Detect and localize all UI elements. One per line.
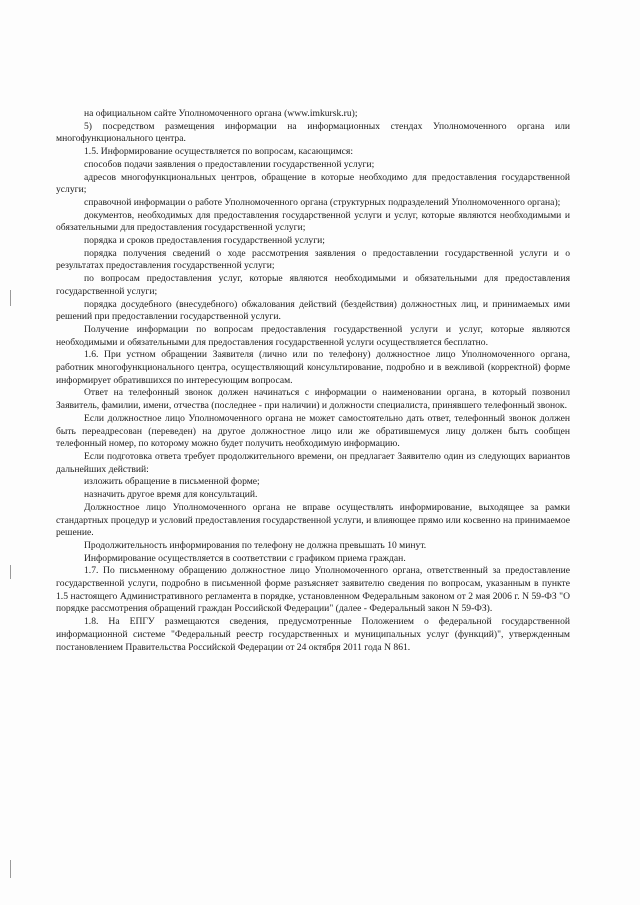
paragraph: на официальном сайте Уполномоченного органа (www.imkursk.ru); — [84, 108, 358, 119]
paragraph: 5) посредством размещения информации на информационных стендах Уполномоченного органа или многофункционального центра. — [56, 120, 570, 145]
paragraph: Если подготовка ответа требует продолжительного времени, он предлагает Заявителю один из следующих вариантов дальнейших действий: — [56, 450, 570, 475]
list-item: назначить другое время для консультаций. — [84, 489, 258, 501]
list-item: порядка и сроков предоставления государственной услуги; — [84, 235, 325, 247]
list-item: способов подачи заявления о предоставлении государственной услуги; — [84, 158, 375, 170]
paragraph: 1.8. На ЕПГУ размещаются сведения, предусмотренные Положением о федеральной государственной информационной системе "Федеральный реестр государственных и муниципальных услуг (функций)", утвержденным постановлением Правительства Российской Федерации от 24 октября 2011 года N 861. — [56, 616, 570, 653]
list-item: по вопросам предоставления услуг, которые являются необходимыми и обязательными для предоставления государственной услуги; — [56, 273, 570, 297]
list-item: порядка досудебного (внесудебного) обжалования действий (бездействия) должностных лиц, и принимаемых ими решений при предоставлении государственной услуги. — [56, 298, 570, 323]
paragraph: Информирование осуществляется в соответствии с графиком приема граждан. — [84, 552, 406, 564]
list-item: документов, необходимых для предоставления государственной услуги и услуг, которые являются необходимыми и обязательными для предоставления государственной услуги; — [56, 209, 570, 234]
paragraph: Должностное лицо Уполномоченного органа не вправе осуществлять информирование, выходящее за рамки стандартных процедур и условий предоставления государственной услуги, и влияющее прямо или косвенно на принимаемое решение. — [56, 501, 570, 539]
document-body — [56, 108, 570, 654]
paragraph: 1.5. Информирование осуществляется по вопросам, касающимся: — [84, 146, 354, 158]
scan-margin-mark — [10, 290, 11, 306]
paragraph: 1.7. По письменному обращению должностное лицо Уполномоченного органа, ответственный за предоставление государственной услуги, подробно в письменной форме разъясняет заявителю сведения по вопросам, указанным в пункте 1.5 настоящего Административного регламента в порядке, установленном Федеральным законом от 2 мая 2006 г. N 59-ФЗ "О порядке рассмотрения обращений граждан Российской Федерации" (далее - Федеральный закон N 59-ФЗ). — [56, 565, 570, 615]
list-item: порядка получения сведений о ходе рассмотрения заявления о предоставлении государственной услуги и о результатах предоставления государственной услуги; — [56, 247, 570, 272]
paragraph: Получение информации по вопросам предоставления государственной услуги и услуг, которые являются необходимыми и обязательными для предоставления государственной услуги осуществляется бесплатно. — [56, 323, 570, 348]
paragraph: 1.6. При устном обращении Заявителя (лично или по телефону) должностное лицо Уполномоченного органа, работник многофункционального центра, осуществляющий консультирование, подробно и в вежливой (корректной) форме информирует обратившихся по интересующим вопросам. — [56, 349, 570, 386]
list-item: адресов многофункциональных центров, обращение в которые необходимо для предоставления государственной услуги; — [56, 171, 570, 196]
paragraph: Ответ на телефонный звонок должен начинаться с информации о наименовании органа, в который позвонил Заявитель, фамилии, имени, отчества (последнее - при наличии) и должности специалиста, принявшего телефонный звонок. — [56, 387, 570, 412]
paragraph: Продолжительность информирования по телефону не должна превышать 10 минут. — [84, 539, 427, 551]
paragraph: Если должностное лицо Уполномоченного органа не может самостоятельно дать ответ, телефонный звонок должен быть переадресован (переведен) на другое должностное лицо или же обратившемуся лицу должен быть сообщен телефонный номер, по которому можно будет получить необходимую информацию. — [56, 412, 570, 450]
list-item: справочной информации о работе Уполномоченного органа (структурных подразделений Уполномоченного органа); — [84, 196, 561, 208]
scan-margin-mark — [10, 860, 11, 878]
scan-margin-mark — [10, 565, 11, 579]
list-item: изложить обращение в письменной форме; — [84, 476, 260, 488]
